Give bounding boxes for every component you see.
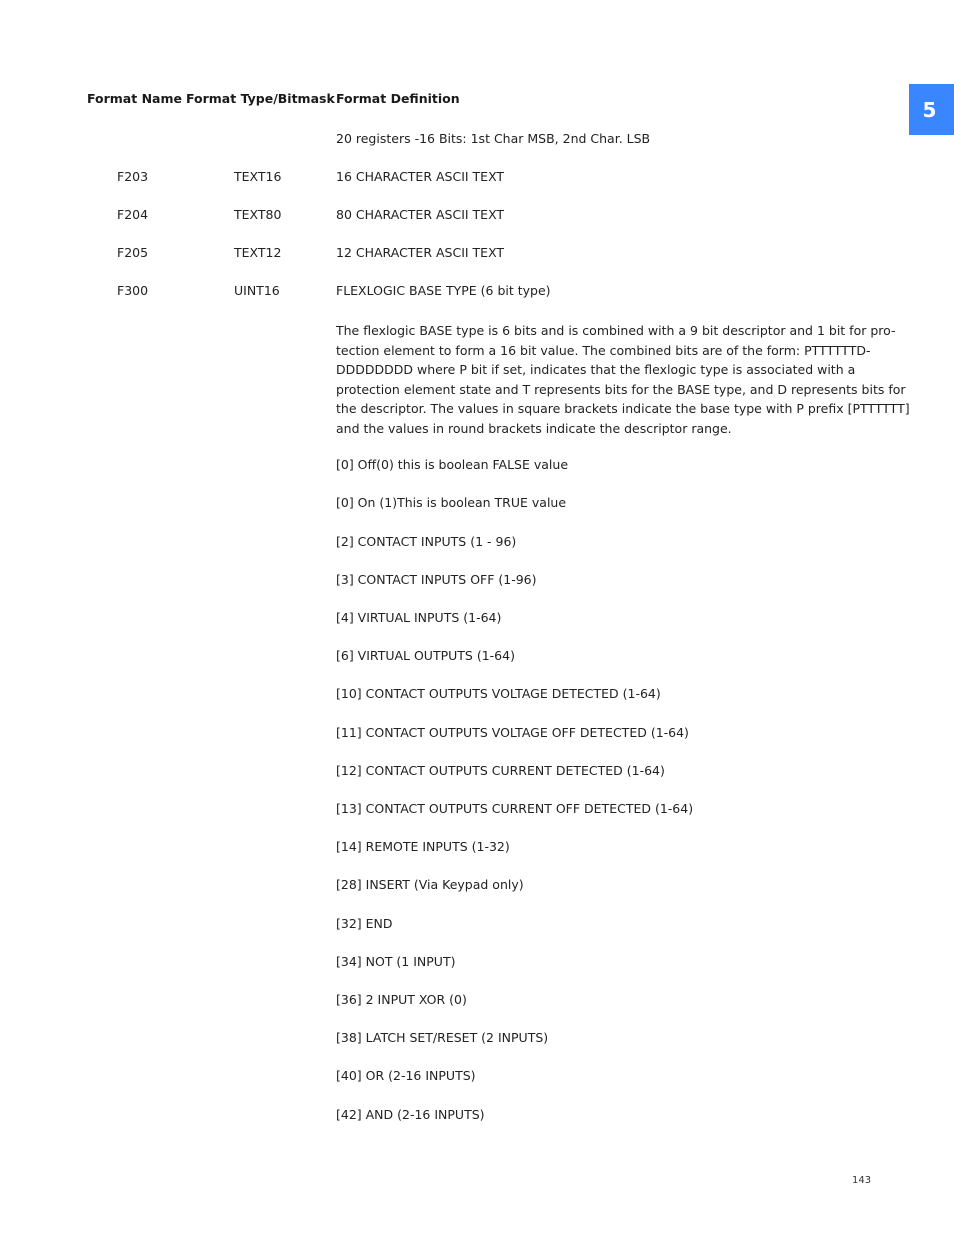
row-format-name: F300 [117, 283, 149, 298]
value-item: [4] VIRTUAL INPUTS (1-64) [336, 610, 502, 625]
intro-line: 20 registers -16 Bits: 1st Char MSB, 2nd Char. LSB [336, 131, 651, 146]
value-item: [3] CONTACT INPUTS OFF (1-96) [336, 572, 537, 587]
value-item: [40] OR (2-16 INPUTS) [336, 1068, 476, 1083]
row-format-definition: 12 CHARACTER ASCII TEXT [336, 245, 505, 260]
value-item: [2] CONTACT INPUTS (1 - 96) [336, 534, 517, 549]
value-item: [0] Off(0) this is boolean FALSE value [336, 457, 569, 472]
description-line: DDDDDDDD where P bit if set, indicates that the flexlogic type is associated with a [336, 362, 856, 377]
value-item: [0] On (1)This is boolean TRUE value [336, 495, 567, 510]
row-format-type: TEXT80 [234, 207, 282, 222]
description-line: The flexlogic BASE type is 6 bits and is combined with a 9 bit descriptor and 1 bit for pro- [336, 323, 896, 338]
row-format-name: F203 [117, 169, 149, 184]
value-item: [10] CONTACT OUTPUTS VOLTAGE DETECTED (1-64) [336, 686, 661, 701]
row-format-name: F204 [117, 207, 149, 222]
header-format-definition: Format Definition [336, 91, 460, 106]
value-item: [36] 2 INPUT XOR (0) [336, 992, 467, 1007]
row-format-name: F205 [117, 245, 149, 260]
value-item: [12] CONTACT OUTPUTS CURRENT DETECTED (1-64) [336, 763, 665, 778]
description-line: and the values in round brackets indicate the descriptor range. [336, 420, 732, 436]
value-item: [13] CONTACT OUTPUTS CURRENT OFF DETECTED (1-64) [336, 801, 694, 816]
description-line: protection element state and T represents bits for the BASE type, and D represents bits for [336, 381, 906, 397]
header-format-type: Format Type/Bitmask [186, 91, 335, 106]
row-format-definition: FLEXLOGIC BASE TYPE (6 bit type) [336, 283, 551, 298]
value-item: [14] REMOTE INPUTS (1-32) [336, 839, 510, 854]
page-number: 143 [852, 1175, 872, 1186]
value-item: [11] CONTACT OUTPUTS VOLTAGE OFF DETECTED (1-64) [336, 725, 689, 740]
row-format-type: TEXT12 [234, 245, 282, 260]
description-line: the descriptor. The values in square brackets indicate the base type with P prefix [PTTTTTT] [336, 401, 910, 416]
value-item: [28] INSERT (Via Keypad only) [336, 877, 524, 892]
description-line: tection element to form a 16 bit value. The combined bits are of the form: PTTTTTTD- [336, 342, 871, 358]
value-item: [6] VIRTUAL OUTPUTS (1-64) [336, 648, 515, 663]
value-item: [32] END [336, 916, 393, 931]
chapter-tab: 5 [909, 84, 954, 135]
row-format-definition: 16 CHARACTER ASCII TEXT [336, 169, 505, 184]
value-item: [34] NOT (1 INPUT) [336, 954, 456, 969]
row-format-type: UINT16 [234, 283, 280, 298]
header-format-name: Format Name [87, 91, 182, 106]
row-format-type: TEXT16 [234, 169, 282, 184]
value-item: [38] LATCH SET/RESET (2 INPUTS) [336, 1030, 549, 1045]
value-item: [42] AND (2-16 INPUTS) [336, 1107, 485, 1122]
row-format-definition: 80 CHARACTER ASCII TEXT [336, 207, 505, 222]
flexlogic-description [336, 321, 910, 438]
